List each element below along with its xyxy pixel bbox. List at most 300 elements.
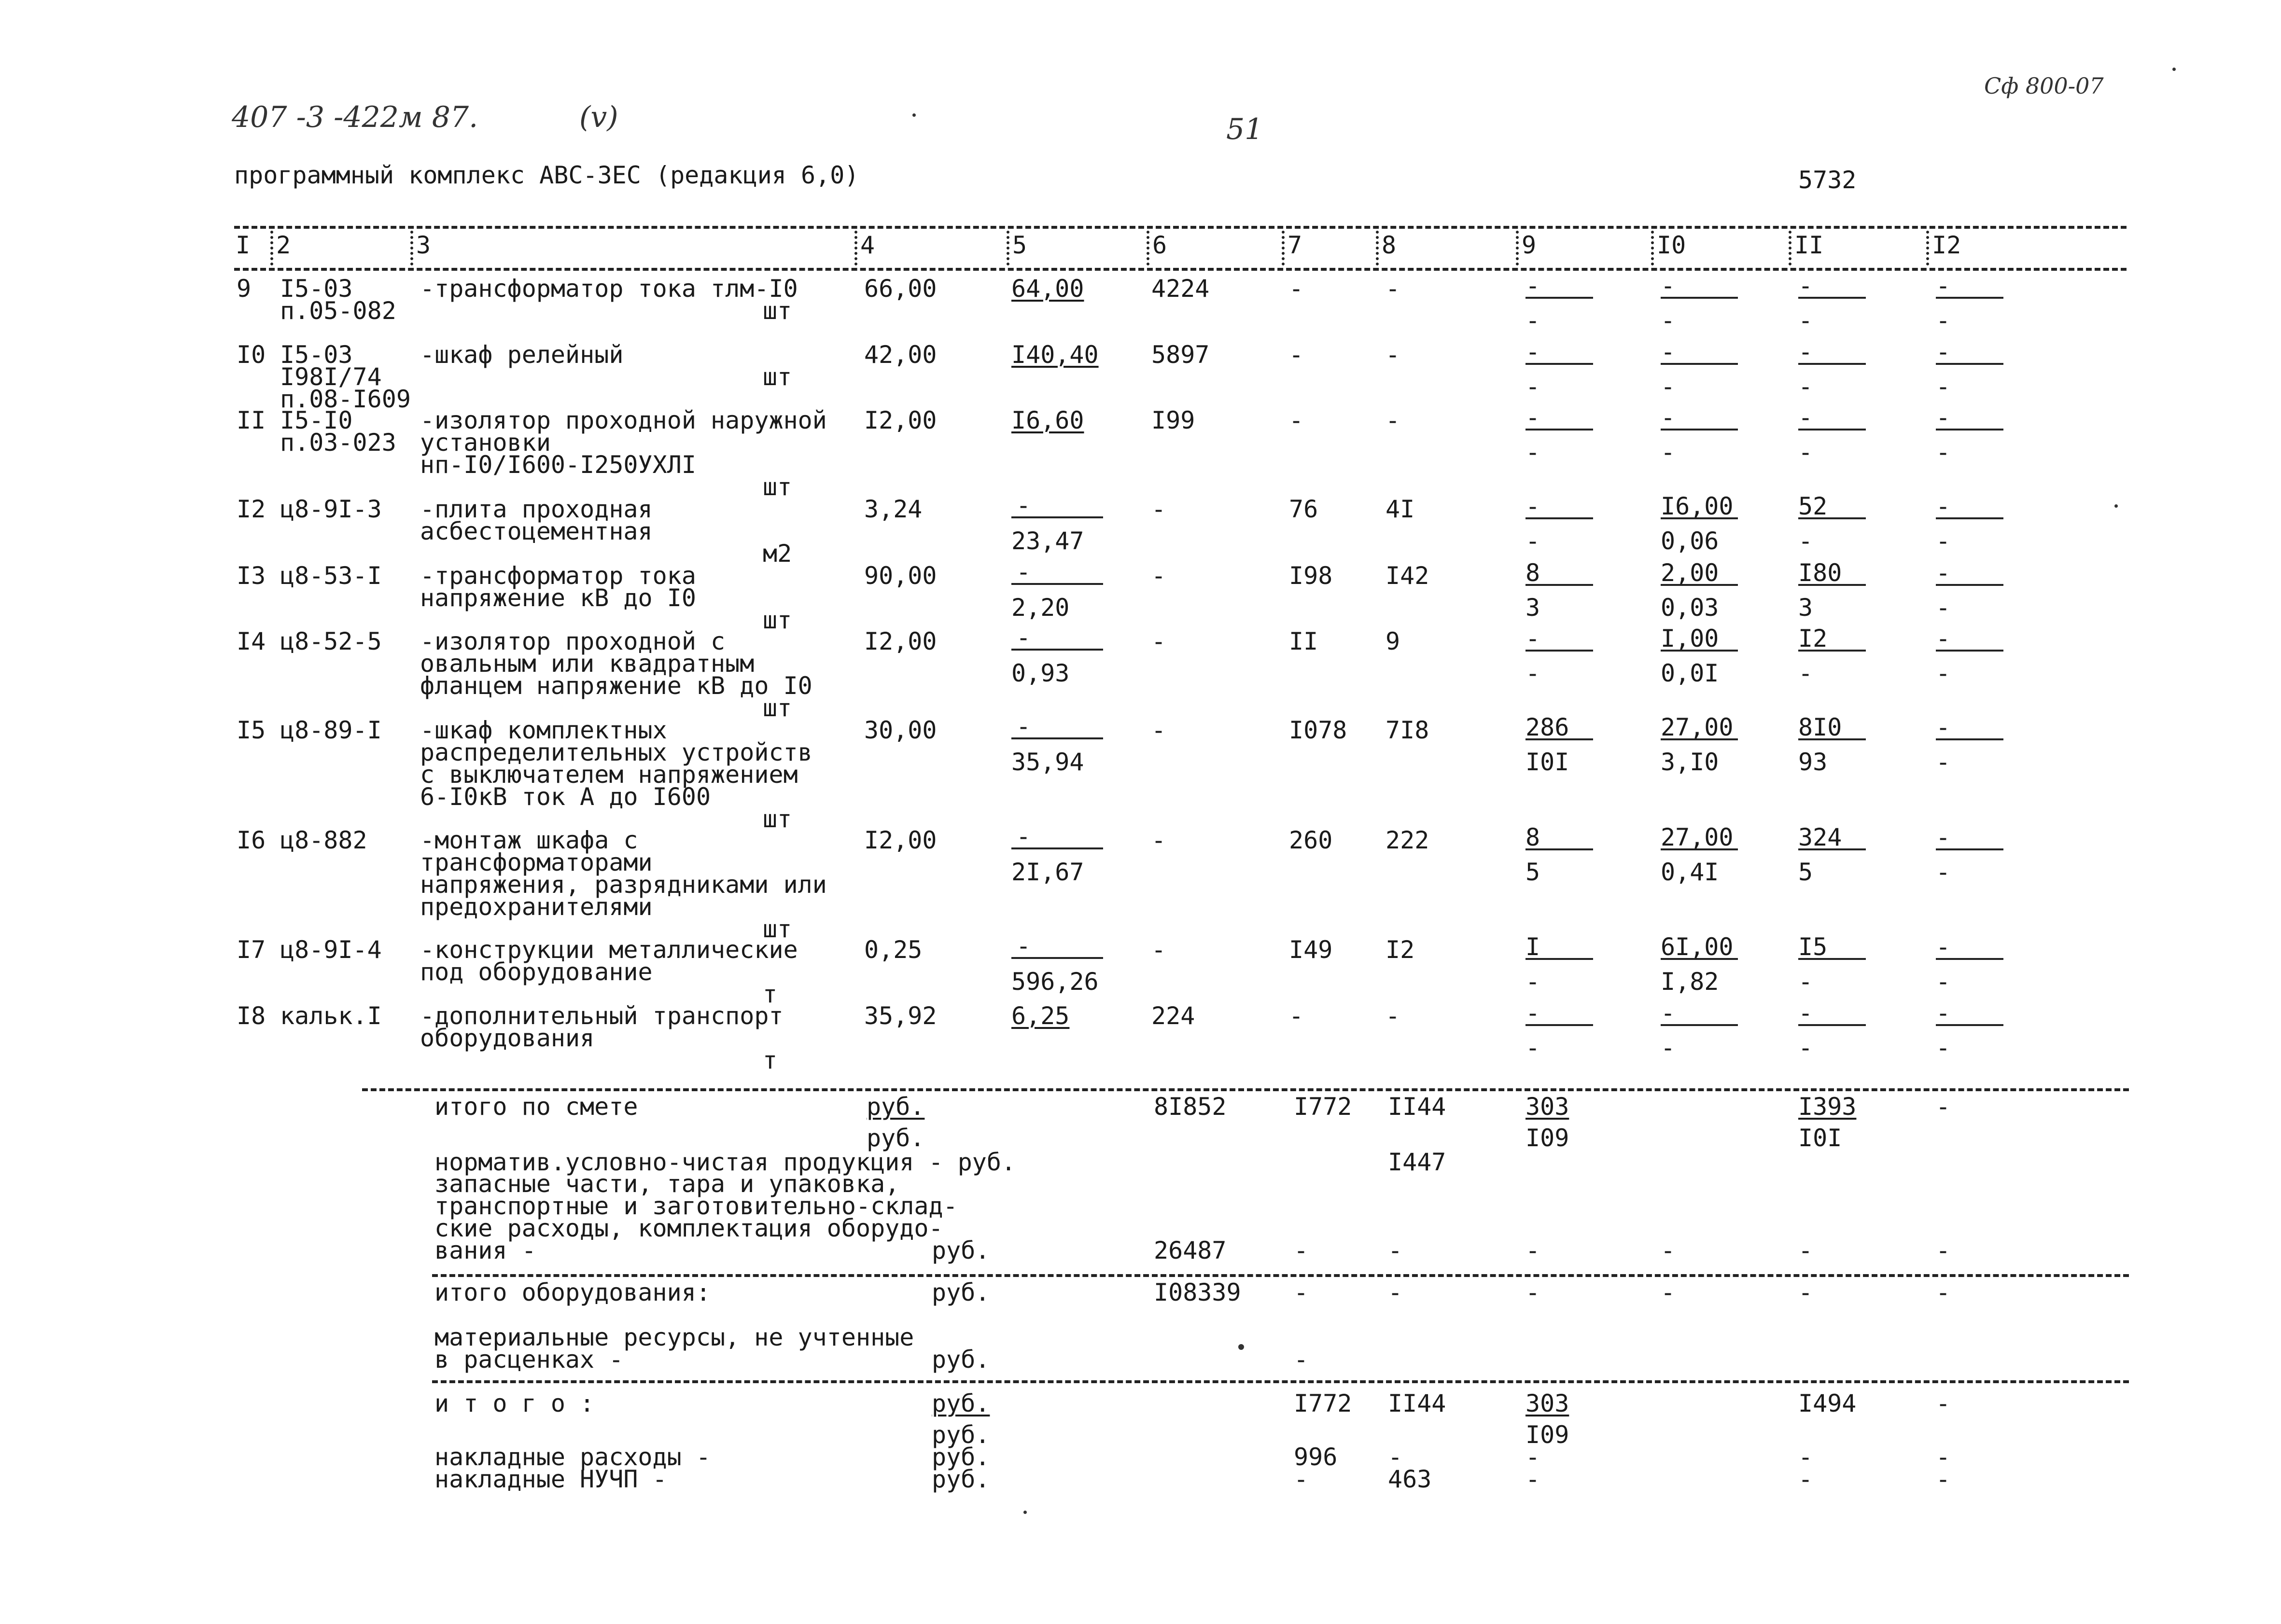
fraction-bar bbox=[1525, 650, 1593, 652]
itogo-c9b: I09 bbox=[1525, 1421, 1569, 1449]
row-number: I4 bbox=[237, 627, 266, 655]
row-c9: - bbox=[1525, 403, 1540, 431]
row-unit: шт bbox=[763, 473, 792, 501]
row-unit: т bbox=[763, 1046, 778, 1074]
fraction-bar bbox=[1525, 1024, 1593, 1026]
column-header: 6 bbox=[1152, 231, 1167, 259]
itogo-rub2: руб. bbox=[932, 1421, 990, 1449]
fraction-bar bbox=[1661, 650, 1738, 652]
row-description: овальным или квадратным bbox=[420, 650, 755, 678]
column-divider bbox=[1007, 231, 1009, 265]
column-header: I2 bbox=[1932, 231, 1961, 259]
column-header: 3 bbox=[416, 231, 431, 259]
fraction-bar bbox=[1936, 650, 2003, 652]
row-code: кальк.I bbox=[280, 1002, 382, 1030]
itogo-smeta-c9b: I09 bbox=[1525, 1124, 1569, 1152]
row-price-sub: 2I,67 bbox=[1011, 858, 1084, 886]
row-c9: - bbox=[1525, 625, 1540, 652]
row-description: с выключателем напряжением bbox=[420, 761, 798, 789]
row-price: - bbox=[1016, 624, 1031, 652]
row-c11-sub: 3 bbox=[1798, 594, 1813, 622]
row-quantity: I2,00 bbox=[864, 406, 937, 434]
row-c12: - bbox=[1936, 713, 1951, 741]
nakl-rub: руб. bbox=[932, 1443, 990, 1471]
nakl-c7: 996 bbox=[1294, 1443, 1338, 1471]
document-mark: (v) bbox=[579, 100, 618, 134]
row-c8: - bbox=[1385, 341, 1400, 369]
row-description: -монтаж шкафа с bbox=[420, 826, 638, 854]
zapas-c9: - bbox=[1525, 1236, 1540, 1264]
fraction-bar bbox=[1936, 958, 2003, 960]
row-unit: т bbox=[763, 980, 778, 1008]
row-c7: - bbox=[1289, 341, 1304, 369]
row-c7: I98 bbox=[1289, 562, 1333, 590]
row-unit: шт bbox=[763, 606, 792, 634]
row-c10-sub: I,82 bbox=[1661, 968, 1719, 996]
zapas-line: транспортные и заготовительно-склад- bbox=[434, 1192, 958, 1220]
fraction-bar bbox=[1525, 848, 1593, 850]
row-description: напряжения, разрядниками или bbox=[420, 871, 827, 899]
row-quantity: I2,00 bbox=[864, 627, 937, 655]
zapas-line: запасные части, тара и упаковка, bbox=[434, 1170, 900, 1198]
row-description: 6-I0кВ ток А до I600 bbox=[420, 783, 711, 811]
row-cost: 224 bbox=[1151, 1002, 1195, 1030]
row-c10-sub: 3,I0 bbox=[1661, 748, 1719, 776]
row-c11-sub: - bbox=[1798, 373, 1813, 401]
row-c12: - bbox=[1936, 338, 1951, 366]
fraction-bar bbox=[1661, 958, 1738, 960]
row-c12: - bbox=[1936, 492, 1951, 520]
itogo-obor-label: итого оборудования: bbox=[434, 1278, 711, 1306]
row-c11: I80 bbox=[1798, 559, 1842, 587]
row-code: п.03-023 bbox=[280, 429, 396, 457]
row-c11: I5 bbox=[1798, 933, 1828, 961]
fraction-bar bbox=[1936, 517, 2003, 519]
itogo-smeta-rub1: руб. bbox=[867, 1093, 925, 1121]
row-c7: - bbox=[1289, 406, 1304, 434]
row-price: I6,60 bbox=[1011, 406, 1084, 434]
total-rule bbox=[432, 1380, 2129, 1383]
itogo-smeta-label: итого по смете bbox=[434, 1093, 638, 1121]
row-c11: - bbox=[1798, 999, 1813, 1027]
row-c8: 4I bbox=[1385, 495, 1415, 523]
itogo-obor-c12: - bbox=[1936, 1278, 1951, 1306]
fraction-bar bbox=[1525, 958, 1593, 960]
itogo-smeta-c11b: I0I bbox=[1798, 1124, 1842, 1152]
itogo-rub1: руб. bbox=[932, 1389, 990, 1417]
fraction-bar bbox=[1525, 738, 1593, 740]
row-cost: - bbox=[1151, 562, 1166, 590]
row-description: -изолятор проходной с bbox=[420, 627, 726, 655]
row-code: ц8-882 bbox=[280, 826, 367, 854]
fraction-bar bbox=[1525, 297, 1593, 299]
nakl-c12: - bbox=[1936, 1443, 1951, 1471]
column-divider bbox=[1651, 231, 1654, 265]
row-unit: шт bbox=[763, 694, 792, 722]
fraction-bar bbox=[1798, 848, 1866, 850]
row-c11-sub: - bbox=[1798, 438, 1813, 466]
fraction-bar bbox=[1661, 429, 1738, 430]
scan-speck bbox=[1238, 1344, 1244, 1350]
row-code: ц8-9I-3 bbox=[280, 495, 382, 523]
nakl-c11: - bbox=[1798, 1443, 1813, 1471]
row-description: предохранителями bbox=[420, 893, 653, 921]
row-number: I2 bbox=[237, 495, 266, 523]
column-divider bbox=[1926, 231, 1929, 265]
row-unit: м2 bbox=[763, 540, 792, 568]
row-c10: I6,00 bbox=[1661, 492, 1734, 520]
normativ-label: норматив.условно-чистая продукция - руб. bbox=[434, 1148, 1016, 1176]
column-header: 2 bbox=[276, 231, 291, 259]
fraction-bar bbox=[1798, 517, 1866, 519]
row-c12: - bbox=[1936, 933, 1951, 961]
table-top-rule bbox=[234, 226, 2127, 229]
program-title: программный комплекс АВС-ЗЕС (редакция 6,0) bbox=[234, 161, 859, 189]
column-header: I bbox=[236, 231, 251, 259]
row-c11-sub: - bbox=[1798, 1034, 1813, 1062]
row-code: ц8-9I-4 bbox=[280, 936, 382, 964]
column-header: 7 bbox=[1287, 231, 1302, 259]
row-price: - bbox=[1016, 712, 1031, 740]
row-c12-sub: - bbox=[1936, 968, 1951, 996]
row-c11-sub: - bbox=[1798, 968, 1813, 996]
row-c8: 9 bbox=[1385, 627, 1400, 655]
row-quantity: 3,24 bbox=[864, 495, 923, 523]
page-number: 51 bbox=[1226, 112, 1263, 146]
row-c9-sub: - bbox=[1525, 527, 1540, 555]
fraction-bar bbox=[1798, 650, 1866, 652]
row-c9: 286 bbox=[1525, 713, 1569, 741]
material-c7: - bbox=[1294, 1346, 1309, 1374]
row-c10-sub: - bbox=[1661, 373, 1676, 401]
row-number: 9 bbox=[237, 275, 252, 303]
row-c12-sub: - bbox=[1936, 306, 1951, 334]
row-c12: - bbox=[1936, 823, 1951, 851]
zapas-c8: - bbox=[1388, 1236, 1403, 1264]
itogo-smeta-rub2: руб. bbox=[867, 1124, 925, 1152]
column-header: II bbox=[1794, 231, 1824, 259]
fraction-bar bbox=[1798, 429, 1866, 430]
row-c7: I49 bbox=[1289, 936, 1333, 964]
column-header: I0 bbox=[1657, 231, 1686, 259]
row-c7: II bbox=[1289, 627, 1318, 655]
row-quantity: I2,00 bbox=[864, 826, 937, 854]
column-divider bbox=[1282, 231, 1285, 265]
row-c9-sub: - bbox=[1525, 373, 1540, 401]
scan-speck bbox=[2114, 504, 2118, 508]
scan-speck bbox=[912, 113, 916, 117]
row-c9-sub: I0I bbox=[1525, 748, 1569, 776]
itogo-obor-c7: - bbox=[1294, 1278, 1309, 1306]
row-c9-sub: - bbox=[1525, 1034, 1540, 1062]
row-c10: - bbox=[1661, 338, 1676, 366]
nakl-nuchp-c11: - bbox=[1798, 1465, 1813, 1493]
fraction-bar bbox=[1936, 363, 2003, 365]
row-description: -шкаф релейный bbox=[420, 341, 624, 369]
row-c8: 222 bbox=[1385, 826, 1429, 854]
itogo-c11: I494 bbox=[1798, 1389, 1857, 1417]
itogo-smeta-c6: 8I852 bbox=[1154, 1093, 1227, 1121]
column-divider bbox=[1516, 231, 1519, 265]
row-c11: 324 bbox=[1798, 823, 1842, 851]
fraction-bar bbox=[1936, 584, 2003, 586]
row-c11: - bbox=[1798, 403, 1813, 431]
itogo-smeta-c8: II44 bbox=[1388, 1093, 1446, 1121]
row-c12-sub: - bbox=[1936, 748, 1951, 776]
document-code: Сф 800-07 bbox=[1984, 73, 2104, 99]
itogo-smeta-c11: I393 bbox=[1798, 1093, 1857, 1121]
row-price: 6,25 bbox=[1011, 1002, 1070, 1030]
row-c12-sub: - bbox=[1936, 373, 1951, 401]
row-c12-sub: - bbox=[1936, 858, 1951, 886]
nakl-nuchp-label: накладные НУЧП - bbox=[434, 1465, 667, 1493]
row-c12-sub: - bbox=[1936, 594, 1951, 622]
row-number: I0 bbox=[237, 341, 266, 369]
row-c11: - bbox=[1798, 272, 1813, 300]
nakl-nuchp-rub: руб. bbox=[932, 1465, 990, 1493]
itogo-obor-rub: руб. bbox=[932, 1278, 990, 1306]
row-c12-sub: - bbox=[1936, 1034, 1951, 1062]
row-c10: 27,00 bbox=[1661, 823, 1734, 851]
row-c8: - bbox=[1385, 406, 1400, 434]
itogo-obor-c9: - bbox=[1525, 1278, 1540, 1306]
row-unit: шт bbox=[763, 915, 792, 943]
row-quantity: 90,00 bbox=[864, 562, 937, 590]
row-c8: 7I8 bbox=[1385, 716, 1429, 744]
row-price-sub: 0,93 bbox=[1011, 659, 1070, 687]
row-unit: шт bbox=[763, 805, 792, 833]
row-c9-sub: - bbox=[1525, 306, 1540, 334]
fraction-bar bbox=[1011, 583, 1103, 585]
row-c10: - bbox=[1661, 999, 1676, 1027]
row-description: -конструкции металлические bbox=[420, 936, 798, 964]
row-quantity: 66,00 bbox=[864, 275, 937, 303]
fraction-bar bbox=[1525, 584, 1593, 586]
row-number: I7 bbox=[237, 936, 266, 964]
row-price: 64,00 bbox=[1011, 275, 1084, 303]
row-code: п.08-I609 bbox=[280, 385, 411, 413]
zapas-line: вания - bbox=[434, 1236, 536, 1264]
fraction-bar bbox=[1936, 1024, 2003, 1026]
row-code: I5-03 bbox=[280, 275, 353, 303]
fraction-bar bbox=[1011, 737, 1103, 739]
row-c8: I42 bbox=[1385, 562, 1429, 590]
row-price: - bbox=[1016, 932, 1031, 960]
row-c10-sub: - bbox=[1661, 1034, 1676, 1062]
equipment-rule bbox=[432, 1274, 2129, 1277]
row-description: под оборудование bbox=[420, 958, 653, 986]
row-quantity: 35,92 bbox=[864, 1002, 937, 1030]
row-c12: - bbox=[1936, 272, 1951, 300]
itogo-label: и т о г о : bbox=[434, 1389, 595, 1417]
material-line: в расценках - bbox=[434, 1346, 624, 1374]
column-divider bbox=[1789, 231, 1791, 265]
row-c10: 27,00 bbox=[1661, 713, 1734, 741]
itogo-smeta-c12: - bbox=[1936, 1093, 1951, 1121]
material-rub: руб. bbox=[932, 1346, 990, 1374]
row-cost: - bbox=[1151, 495, 1166, 523]
row-c9: 8 bbox=[1525, 559, 1540, 587]
normativ-c8: I447 bbox=[1388, 1148, 1446, 1176]
fraction-bar bbox=[1798, 584, 1866, 586]
row-number: II bbox=[237, 406, 266, 434]
itogo-smeta-c7: I772 bbox=[1294, 1093, 1352, 1121]
fraction-bar bbox=[1011, 516, 1103, 518]
row-price-sub: 2,20 bbox=[1011, 594, 1070, 622]
fraction-bar bbox=[1798, 363, 1866, 365]
row-c9-sub: 3 bbox=[1525, 594, 1540, 622]
fraction-bar bbox=[1011, 957, 1103, 959]
row-c9: I bbox=[1525, 933, 1540, 961]
zapas-c11: - bbox=[1798, 1236, 1813, 1264]
summary-top-rule bbox=[362, 1088, 2129, 1091]
fraction-bar bbox=[1525, 517, 1593, 519]
row-c9-sub: - bbox=[1525, 968, 1540, 996]
row-c11: 8I0 bbox=[1798, 713, 1842, 741]
row-c9-sub: - bbox=[1525, 659, 1540, 687]
fraction-bar bbox=[1661, 1024, 1738, 1026]
zapas-line: ские расходы, комплектация оборудо- bbox=[434, 1214, 943, 1242]
zapas-c6: 26487 bbox=[1154, 1236, 1227, 1264]
row-cost: I99 bbox=[1151, 406, 1195, 434]
row-description: напряжение кВ до I0 bbox=[420, 584, 696, 612]
row-cost: 4224 bbox=[1151, 275, 1210, 303]
row-c11: I2 bbox=[1798, 625, 1828, 652]
row-code: п.05-082 bbox=[280, 297, 396, 325]
row-unit: шт bbox=[763, 363, 792, 391]
itogo-obor-c8: - bbox=[1388, 1278, 1403, 1306]
row-description: фланцем напряжение кВ до I0 bbox=[420, 672, 812, 700]
fraction-bar bbox=[1525, 429, 1593, 430]
row-number: I5 bbox=[237, 716, 266, 744]
fraction-bar bbox=[1661, 363, 1738, 365]
row-price: - bbox=[1016, 558, 1031, 586]
row-cost: - bbox=[1151, 716, 1166, 744]
row-c12-sub: - bbox=[1936, 659, 1951, 687]
row-c11-sub: 93 bbox=[1798, 748, 1828, 776]
row-number: I8 bbox=[237, 1002, 266, 1030]
itogo-smeta-c9: 303 bbox=[1525, 1093, 1569, 1121]
row-description: оборудования bbox=[420, 1024, 595, 1052]
row-c10: 6I,00 bbox=[1661, 933, 1734, 961]
row-c7: 260 bbox=[1289, 826, 1333, 854]
row-price-sub: 596,26 bbox=[1011, 968, 1099, 996]
row-c12-sub: - bbox=[1936, 527, 1951, 555]
row-price-sub: 35,94 bbox=[1011, 748, 1084, 776]
document-number: 5732 bbox=[1798, 166, 1857, 194]
row-c12: - bbox=[1936, 625, 1951, 652]
fraction-bar bbox=[1936, 297, 2003, 299]
row-c7: 76 bbox=[1289, 495, 1318, 523]
row-description: -изолятор проходной наружной bbox=[420, 406, 827, 434]
column-divider bbox=[854, 231, 857, 265]
column-divider bbox=[1376, 231, 1379, 265]
row-c12: - bbox=[1936, 403, 1951, 431]
row-description: трансформаторами bbox=[420, 848, 653, 876]
row-c10-sub: 0,4I bbox=[1661, 858, 1719, 886]
row-c7: I078 bbox=[1289, 716, 1347, 744]
row-c10: I,00 bbox=[1661, 625, 1719, 652]
row-c7: - bbox=[1289, 1002, 1304, 1030]
row-price: - bbox=[1016, 491, 1031, 519]
row-c9-sub: 5 bbox=[1525, 858, 1540, 886]
column-divider bbox=[1147, 231, 1149, 265]
document-stamp: 407 -3 -422м 87. bbox=[232, 100, 478, 134]
zapas-rub: руб. bbox=[932, 1236, 990, 1264]
row-c10: - bbox=[1661, 403, 1676, 431]
itogo-c12: - bbox=[1936, 1389, 1951, 1417]
column-divider bbox=[270, 231, 273, 265]
row-description: установки bbox=[420, 429, 551, 457]
itogo-c7: I772 bbox=[1294, 1389, 1352, 1417]
row-description: -плита проходная bbox=[420, 495, 653, 523]
row-c10-sub: 0,03 bbox=[1661, 594, 1719, 622]
fraction-bar bbox=[1798, 958, 1866, 960]
row-c10: 2,00 bbox=[1661, 559, 1719, 587]
nakl-nuchp-c8: 463 bbox=[1388, 1465, 1432, 1493]
row-c8: I2 bbox=[1385, 936, 1415, 964]
row-code: I5-I0 bbox=[280, 406, 353, 434]
row-c10: - bbox=[1661, 272, 1676, 300]
nakl-nuchp-c9: - bbox=[1525, 1465, 1540, 1493]
fraction-bar bbox=[1525, 363, 1593, 365]
row-c9-sub: - bbox=[1525, 438, 1540, 466]
row-cost: - bbox=[1151, 936, 1166, 964]
fraction-bar bbox=[1011, 847, 1103, 849]
row-c8: - bbox=[1385, 1002, 1400, 1030]
row-code: ц8-52-5 bbox=[280, 627, 382, 655]
row-code: I98I/74 bbox=[280, 363, 382, 391]
itogo-c8: II44 bbox=[1388, 1389, 1446, 1417]
scan-speck bbox=[1023, 1511, 1027, 1514]
nakl-label: накладные расходы - bbox=[434, 1443, 711, 1471]
column-header: 4 bbox=[860, 231, 875, 259]
row-c9: - bbox=[1525, 492, 1540, 520]
nakl-nuchp-c7: - bbox=[1294, 1465, 1309, 1493]
row-c10-sub: 0,0I bbox=[1661, 659, 1719, 687]
nakl-c8: - bbox=[1388, 1443, 1403, 1471]
fraction-bar bbox=[1661, 738, 1738, 740]
column-header: 9 bbox=[1522, 231, 1537, 259]
row-c12-sub: - bbox=[1936, 438, 1951, 466]
row-c11-sub: - bbox=[1798, 527, 1813, 555]
fraction-bar bbox=[1798, 1024, 1866, 1026]
itogo-obor-c10: - bbox=[1661, 1278, 1676, 1306]
scan-speck bbox=[2172, 68, 2176, 71]
row-code: ц8-89-I bbox=[280, 716, 382, 744]
fraction-bar bbox=[1798, 738, 1866, 740]
row-c10-sub: - bbox=[1661, 306, 1676, 334]
row-unit: шт bbox=[763, 297, 792, 325]
fraction-bar bbox=[1936, 429, 2003, 430]
column-header: 8 bbox=[1382, 231, 1397, 259]
row-description: нп-I0/I600-I250УХЛI bbox=[420, 451, 696, 479]
row-c9: - bbox=[1525, 999, 1540, 1027]
row-quantity: 30,00 bbox=[864, 716, 937, 744]
column-divider bbox=[410, 231, 413, 265]
fraction-bar bbox=[1661, 297, 1738, 299]
row-c9: 8 bbox=[1525, 823, 1540, 851]
row-price-sub: 23,47 bbox=[1011, 527, 1084, 555]
fraction-bar bbox=[1011, 649, 1103, 651]
row-c10-sub: 0,06 bbox=[1661, 527, 1719, 555]
table-header-rule bbox=[234, 268, 2127, 271]
row-c7: - bbox=[1289, 275, 1304, 303]
zapas-c7: - bbox=[1294, 1236, 1309, 1264]
itogo-c9: 303 bbox=[1525, 1389, 1569, 1417]
zapas-c10: - bbox=[1661, 1236, 1676, 1264]
row-description: -трансформатор тока bbox=[420, 562, 696, 590]
